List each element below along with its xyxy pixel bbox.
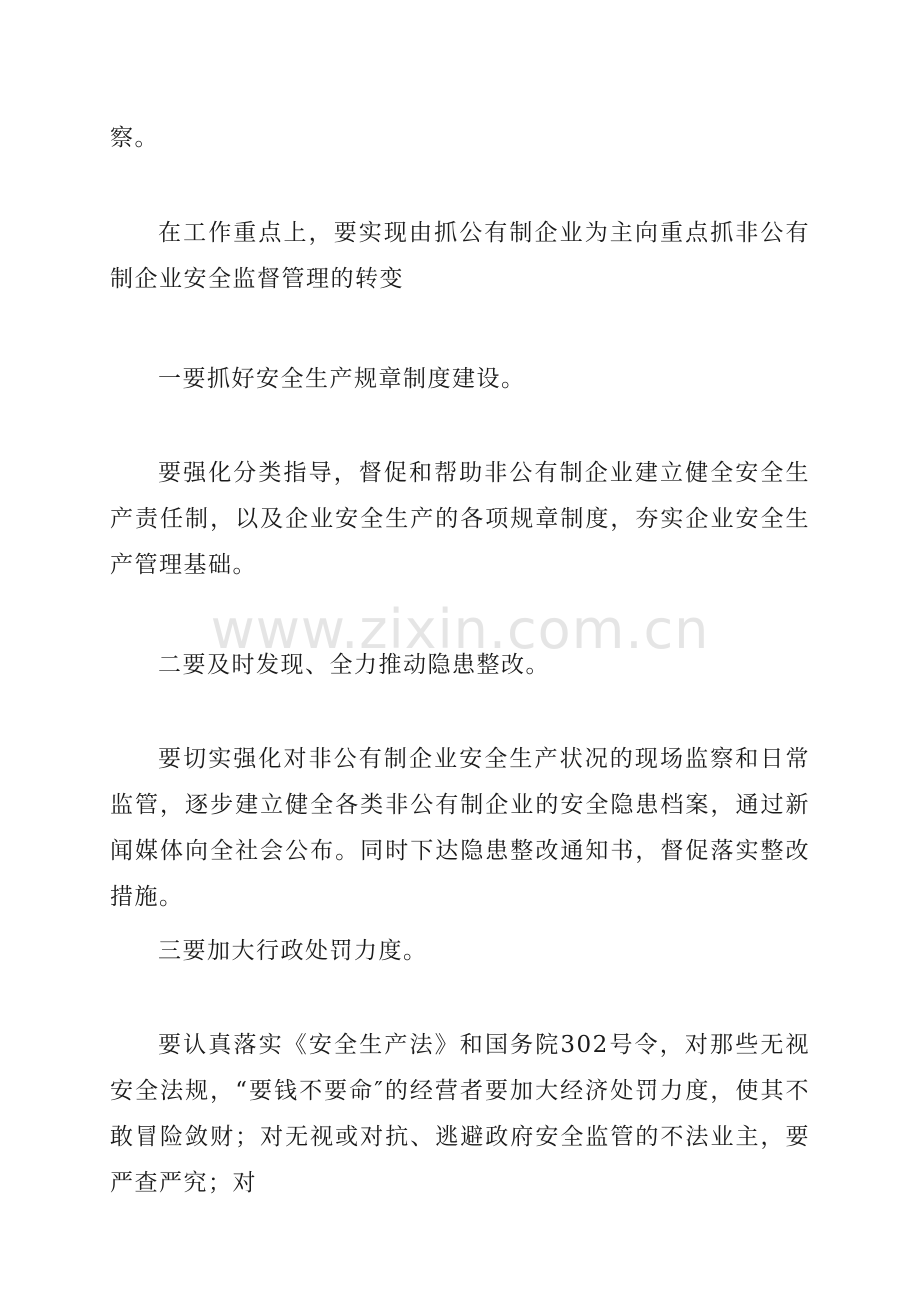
paragraph-point-one-body: 要强化分类指导，督促和帮助非公有制企业建立健全安全生产责任制，以及企业安全生产的各项规章制度，夯实企业安全生产管理基础。: [110, 460, 810, 578]
heading-point-two: 二要及时发现、全力推动隐患整改。: [158, 652, 550, 678]
paragraph-work-focus: 在工作重点上，要实现由抓公有制企业为主向重点抓非公有制企业安全监督管理的转变: [110, 220, 810, 292]
watermark-text: www.zixin.com.cn: [210, 598, 710, 661]
paragraph-point-two-body: 要切实强化对非公有制企业安全生产状况的现场监察和日常监管，逐步建立健全各类非公有制企业的安全隐患档案，通过新闻媒体向全社会公布。同时下达隐患整改通知书，督促落实整改措施。: [110, 746, 810, 910]
heading-point-three: 三要加大行政处罚力度。: [158, 938, 428, 964]
paragraph-continuation: 察。: [110, 125, 159, 151]
heading-point-one: 一要抓好安全生产规章制度建设。: [158, 366, 526, 392]
paragraph-point-three-body: 要认真落实《安全生产法》和国务院302号令，对那些无视安全法规，“要钱不要命″的经营者要加大经济处罚力度，使其不敢冒险敛财；对无视或对抗、逃避政府安全监管的不法业主，要严查严究；对: [110, 1032, 810, 1196]
